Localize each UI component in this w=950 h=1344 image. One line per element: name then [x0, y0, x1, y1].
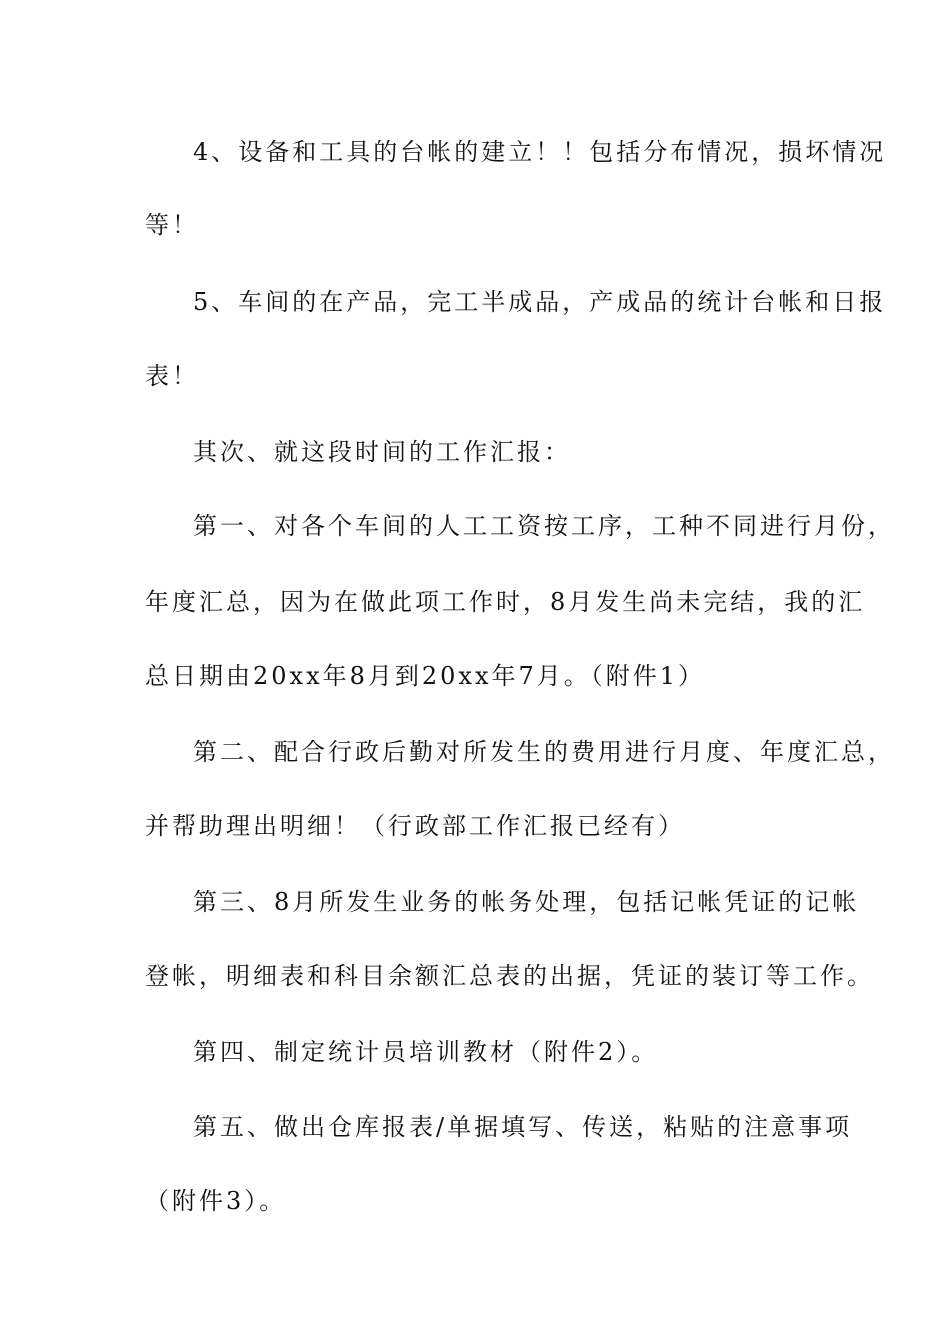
paragraph-line: 总日期由20xx年8月到20xx年7月。（附件1） [145, 662, 706, 690]
paragraph-line: 第五、做出仓库报表/单据填写、传送，粘贴的注意事项 [193, 1113, 853, 1141]
paragraph-line: 第三、8月所发生业务的帐务处理，包括记帐凭证的记帐 [193, 888, 860, 916]
paragraph-line: 年度汇总，因为在做此项工作时，8月发生尚未完结，我的汇 [145, 588, 866, 616]
paragraph-line: （附件3）。 [145, 1187, 287, 1215]
paragraph-line: 等！ [145, 211, 199, 239]
paragraph-line: 5、车间的在产品，完工半成品，产成品的统计台帐和日报 [193, 288, 887, 316]
paragraph-line: 第四、制定统计员培训教材（附件2）。 [193, 1038, 659, 1066]
paragraph-line: 登帐，明细表和科目余额汇总表的出据，凭证的装订等工作。 [145, 962, 874, 990]
paragraph-line: 4、设备和工具的台帐的建立！！包括分布情况，损坏情况 [193, 138, 887, 166]
paragraph-line: 第二、配合行政后勤对所发生的费用进行月度、年度汇总， [193, 738, 895, 766]
paragraph-line: 并帮助理出明细！（行政部工作汇报已经有） [145, 812, 685, 840]
paragraph-line: 表！ [145, 362, 199, 390]
paragraph-line: 第一、对各个车间的人工工资按工序，工种不同进行月份， [193, 512, 895, 540]
section-heading: 其次、就这段时间的工作汇报： [193, 438, 571, 466]
